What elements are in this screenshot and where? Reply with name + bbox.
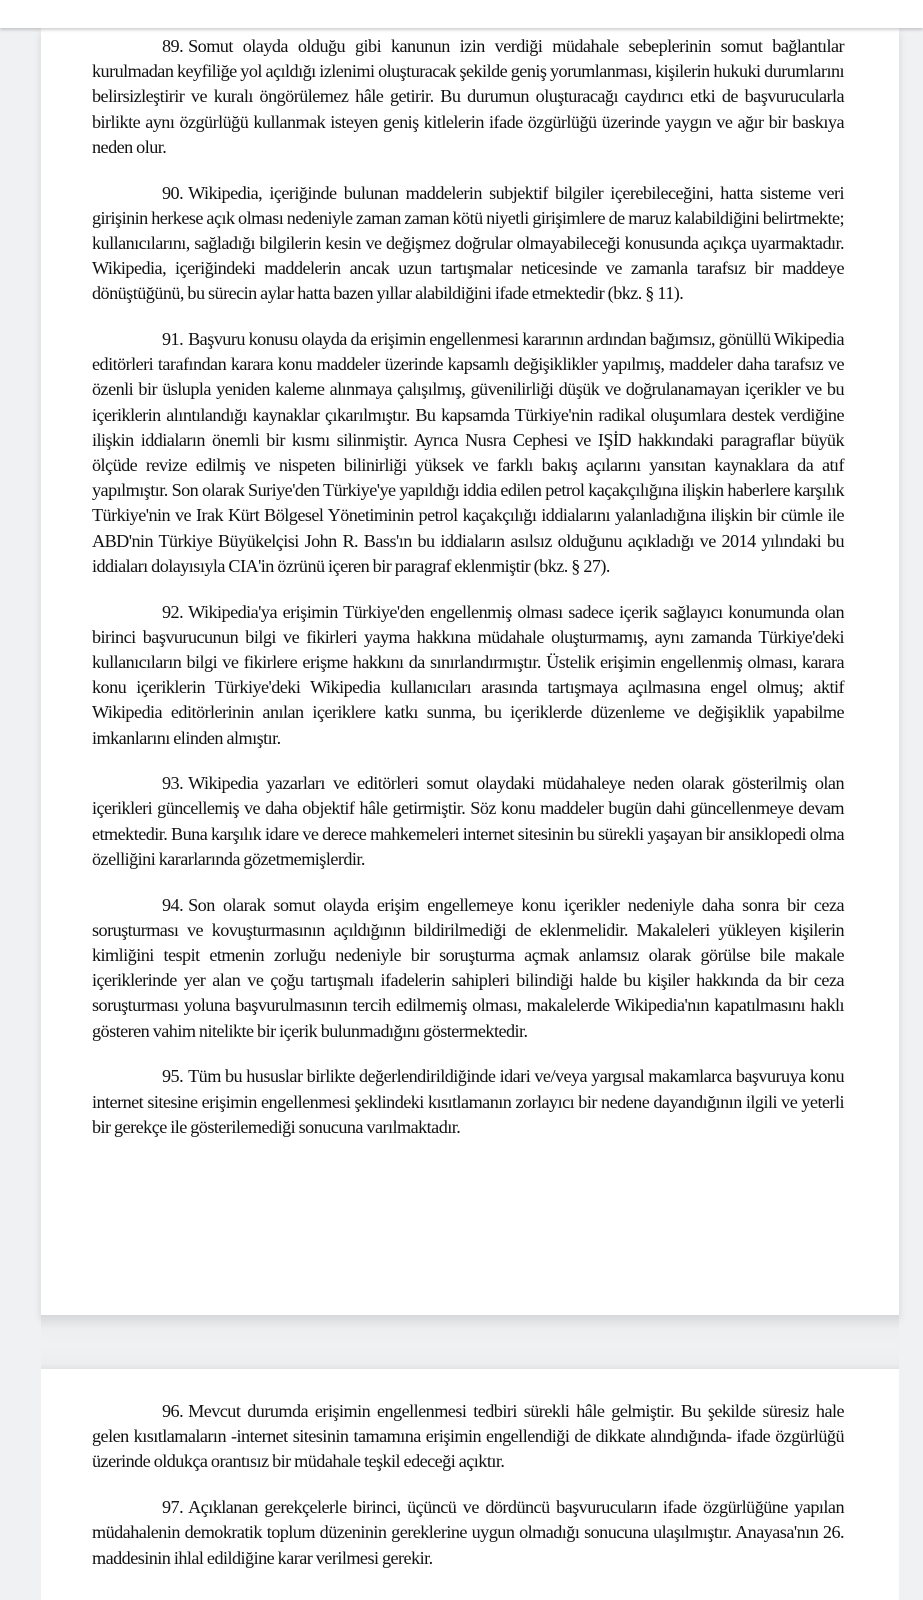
paragraph-number: 96. bbox=[162, 1401, 184, 1421]
document-page-2 bbox=[41, 1369, 899, 1600]
paragraph-text: Wikipedia yazarları ve editörleri somut olaydaki müdahaleye neden olarak gösterilmiş olan içerikleri güncellemiş ve daha objektif hâle getirmiştir. Söz konu maddeler bugün dahi güncellenmeye devam etmektedir. Buna karşılık idare ve derece mahkemeleri internet sitesinin bu sürekli yaşayan bir ansiklopedi olma özelliğini kararlarında gözetmemişlerdir. bbox=[92, 773, 844, 869]
paragraph-number: 90. bbox=[162, 182, 184, 203]
page-2-text bbox=[92, 1399, 844, 1591]
paragraph-number: 97. bbox=[162, 1497, 184, 1518]
paragraph-text: Wikipedia'ya erişimin Türkiye'den engellenmiş olması sadece içerik sağlayıcı konumunda olan birinci başvurucunun bilgi ve fikirleri yayma hakkına müdahale oluşturmamış, aynı zamanda Türkiye'deki kullanıcıların bilgi ve fikirlere erişme hakkını da sınırlandırmıştır. Üstelik erişimin engellenmiş olması, karara konu içeriklerin Türkiye'deki Wikipedia kullanıcıları arasında tartışmaya açılmasına engel olmuş; aktif Wikipedia editörlerinin anılan içeriklere katkı sunma, bu içeriklerde düzenleme ve değişiklik yapabilme imkanlarını elinden almıştır. bbox=[92, 601, 844, 748]
paragraph-number: 94. bbox=[162, 894, 184, 915]
paragraph-94 bbox=[92, 893, 844, 1044]
paragraph-number: 95. bbox=[162, 1066, 184, 1087]
paragraph-89 bbox=[92, 34, 844, 160]
paragraph-number: 89. bbox=[162, 36, 184, 56]
paragraph-text: Son olarak somut olayda erişim engellemeye konu içerikler nedeniyle daha sonra bir ceza soruşturması ve kovuşturmasının açıldığının bildirilmediği de eklenmelidir. Makaleleri yükleyen kişilerin kimliğini tespit etmenin zorluğu nedeniyle bir soruşturma açmak anlamsız olarak görülse bile makale içeriklerinde yer alan ve çoğu tartışmalı ifadelerin sahipleri bilindiği halde bu kişiler hakkında da bir ceza soruşturması yoluna başvurulmasının tercih edilmemiş olması, makalelerde Wikipedia'nın kapatılmasını haklı gösteren vahim nitelikte bir içerik bulunmadığını göstermektedir. bbox=[92, 894, 844, 1041]
paragraph-text: Tüm bu hususlar birlikte değerlendirildiğinde idari ve/veya yargısal makamlarca başvuruya konu internet sitesine erişimin engellenmesi şeklindeki kısıtlamanın zorlayıcı bir nedene dayandığının ilgili ve yeterli bir gerekçe ile gösterilemediği sonucuna varılmaktadır. bbox=[92, 1066, 844, 1137]
paragraph-92 bbox=[92, 600, 844, 751]
paragraph-95 bbox=[92, 1064, 844, 1140]
paragraph-91 bbox=[92, 327, 844, 579]
paragraph-number: 92. bbox=[162, 601, 184, 622]
paragraph-number: 93. bbox=[162, 773, 184, 794]
paragraph-text: Somut olayda olduğu gibi kanunun izin verdiği müdahale sebeplerinin somut bağlantılar kurulmadan keyfiliğe yol açıldığı izlenimi oluşturacak şekilde geniş yorumlanması, kişilerin hukuki durumlarını belirsizleştirir ve kuralı öngörülemez hâle getirir. Bu durumun oluşturacağı caydırıcı etki de başvurucularla birlikte aynı özgürlüğü kullanmak isteyen geniş kitlelerin ifade özgürlüğü üzerinde yaygın ve ağır bir baskıya neden olur. bbox=[92, 36, 844, 157]
paragraph-text: Mevcut durumda erişimin engellenmesi tedbiri sürekli hâle gelmiştir. Bu şekilde süresiz hale gelen kısıtlamaların -internet sitesinin tamamına erişimin engellendiği de dikkate alındığında- ifade özgürlüğü üzerinde oldukça orantısız bir müdahale teşkil edeceği açıktır. bbox=[92, 1401, 844, 1472]
paragraph-number: 91. bbox=[162, 329, 184, 350]
page-1-text bbox=[92, 34, 844, 1160]
paragraph-96 bbox=[92, 1399, 844, 1475]
viewer-top-bar bbox=[0, 0, 923, 28]
paragraph-90 bbox=[92, 181, 844, 307]
paragraph-text: Açıklanan gerekçelerle birinci, üçüncü ve dördüncü başvurucuların ifade özgürlüğüne yapılan müdahalenin demokratik toplum düzeninin gereklerine uygun olmadığı sonucuna ulaşılmıştır. Anayasa'nın 26. maddesinin ihlal edildiğine karar verilmesi gerekir. bbox=[92, 1497, 844, 1568]
page-separator bbox=[41, 1315, 899, 1369]
document-page-1 bbox=[41, 28, 899, 1315]
paragraph-93 bbox=[92, 771, 844, 872]
paragraph-text: Başvuru konusu olayda da erişimin engellenmesi kararının ardından bağımsız, gönüllü Wikipedia editörleri tarafından karara konu maddeler üzerinde kapsamlı değişiklikler yapılmış, maddeler daha tarafsız ve özenli bir üslupla yeniden kaleme alınmaya çalışılmış, güvenilirliği düşük ve doğrulanamayan içerikler ve bu içeriklerin alıntılandığı kaynaklar çıkarılmıştır. Bu kapsamda Türkiye'nin radikal oluşumlara destek verdiğine ilişkin iddiaların önemli bir kısmı silinmiştir. Ayrıca Nusra Cephesi ve IŞİD hakkındaki paragraflar büyük ölçüde revize edilmiş ve nispeten bilinirliği yüksek ve farklı bakış açılarını yansıtan kaynaklara da atıf yapılmıştır. Son olarak Suriye'den Türkiye'ye yapıldığı iddia edilen petrol kaçakçılığına ilişkin haberlere karşılık Türkiye'nin ve Irak Kürt Bölgesel Yönetiminin petrol kaçakçılığı iddialarını yalanladığına ilişkin bir cümle ile ABD'nin Türkiye Büyükelçisi John R. Bass'ın bu iddiaların asılsız olduğunu açıkladığı ve 2014 yılındaki bu iddiaları dolayısıyla CIA'in özrünü içeren bir paragraf eklenmiştir (bkz. § 27). bbox=[92, 329, 844, 576]
paragraph-text: Wikipedia, içeriğinde bulunan maddelerin subjektif bilgiler içerebileceğini, hatta sisteme veri girişinin herkese açık olması nedeniyle zaman zaman kötü niyetli girişimlere de maruz kalabildiğini belirtmekte; kullanıcılarını, sağladığı bilgilerin kesin ve değişmez doğrular olmayabileceği konusunda açıkça uyarmaktadır. Wikipedia, içeriğindeki maddelerin ancak uzun tartışmalar neticesinde ve zamanla tarafsız bir maddeye dönüştüğünü, bu sürecin aylar hatta bazen yıllar alabildiğini ifade etmektedir (bkz. § 11). bbox=[92, 182, 844, 304]
paragraph-97 bbox=[92, 1495, 844, 1571]
